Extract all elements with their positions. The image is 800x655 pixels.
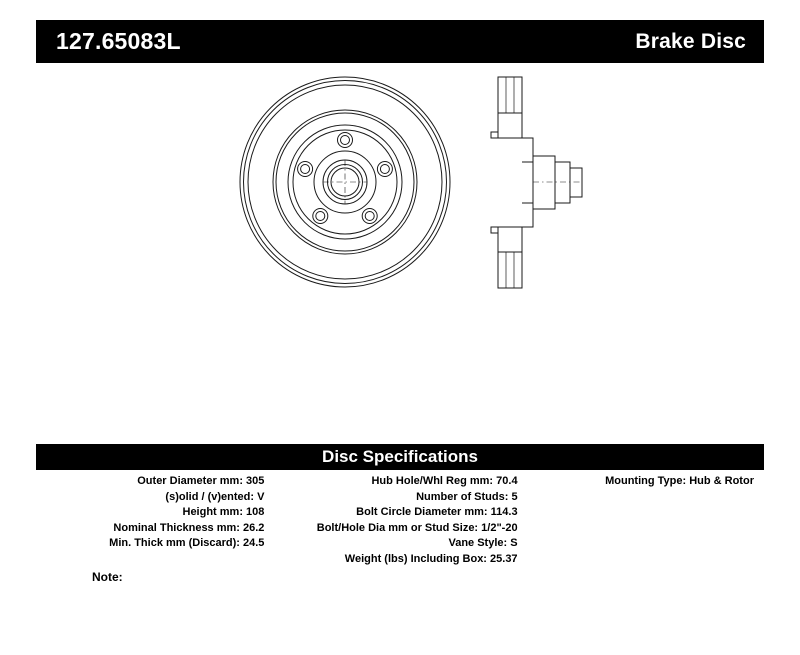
spec-item: (s)olid / (v)ented: V xyxy=(165,490,265,503)
part-number: 127.65083L xyxy=(56,28,181,54)
spec-item: Min. Thick mm (Discard): 24.5 xyxy=(109,537,265,549)
spec-item: Height mm: 108 xyxy=(182,506,265,518)
disc-ring-section-bottom xyxy=(498,252,522,288)
spec-item: Hub Hole/Whl Reg mm: 70.4 xyxy=(371,475,518,487)
spec-section-title: Disc Specifications xyxy=(36,444,764,470)
rotor-outer-edge-inner xyxy=(244,81,447,284)
spec-item: Weight (lbs) Including Box: 25.37 xyxy=(344,552,518,565)
rotor-friction-ring-outer xyxy=(248,85,442,279)
spec-column-3 xyxy=(522,474,764,490)
stud-hole-inner xyxy=(365,212,374,221)
disc-ring-section-top xyxy=(498,77,522,113)
hub-barrel xyxy=(533,156,555,209)
rotor-friction-ring-inner xyxy=(273,110,417,254)
hub-bearing-seat xyxy=(555,162,570,203)
spec-item: Mounting Type: Hub & Rotor xyxy=(605,475,754,487)
hat-wall-top xyxy=(498,138,533,162)
spec-item: Nominal Thickness mm: 26.2 xyxy=(113,521,265,534)
spec-item: Outer Diameter mm: 305 xyxy=(137,475,265,487)
spec-item: Bolt Circle Diameter mm: 114.3 xyxy=(356,506,518,518)
hat-wall-bottom xyxy=(498,203,533,227)
stud-hole xyxy=(298,162,313,177)
hat-transition-top xyxy=(498,113,522,138)
spec-column-2 xyxy=(278,474,521,567)
note-row xyxy=(36,570,764,584)
stud-hole xyxy=(313,209,328,224)
wheel-stud-bottom xyxy=(491,227,498,233)
hat-transition-bottom xyxy=(498,227,522,252)
stud-hole-inner xyxy=(341,136,350,145)
rotor-drawing-svg xyxy=(150,72,650,402)
rotor-hat-step xyxy=(293,130,397,234)
stud-hole-inner xyxy=(301,165,310,174)
stud-hole xyxy=(362,209,377,224)
note-label: Note: xyxy=(92,570,123,584)
stud-hole xyxy=(377,162,392,177)
wheel-stud-top xyxy=(491,132,498,138)
product-type-label: Brake Disc xyxy=(635,30,746,53)
stud-hole-inner xyxy=(380,165,389,174)
rotor-outer-edge xyxy=(240,77,450,287)
spec-item: Vane Style: S xyxy=(448,537,518,549)
rotor-hat-transition-outer xyxy=(276,113,414,251)
stud-hole xyxy=(338,133,353,148)
rotor-technical-drawing xyxy=(36,72,764,412)
rotor-hat-outer xyxy=(288,125,402,239)
spec-column-1 xyxy=(36,474,278,552)
spec-columns xyxy=(36,474,764,567)
spec-item: Bolt/Hole Dia mm or Stud Size: 1/2"-20 xyxy=(316,521,518,534)
header-bar xyxy=(36,20,764,63)
hub-nose xyxy=(570,168,582,197)
spec-item: Number of Studs: 5 xyxy=(416,490,518,503)
stud-hole-inner xyxy=(316,212,325,221)
